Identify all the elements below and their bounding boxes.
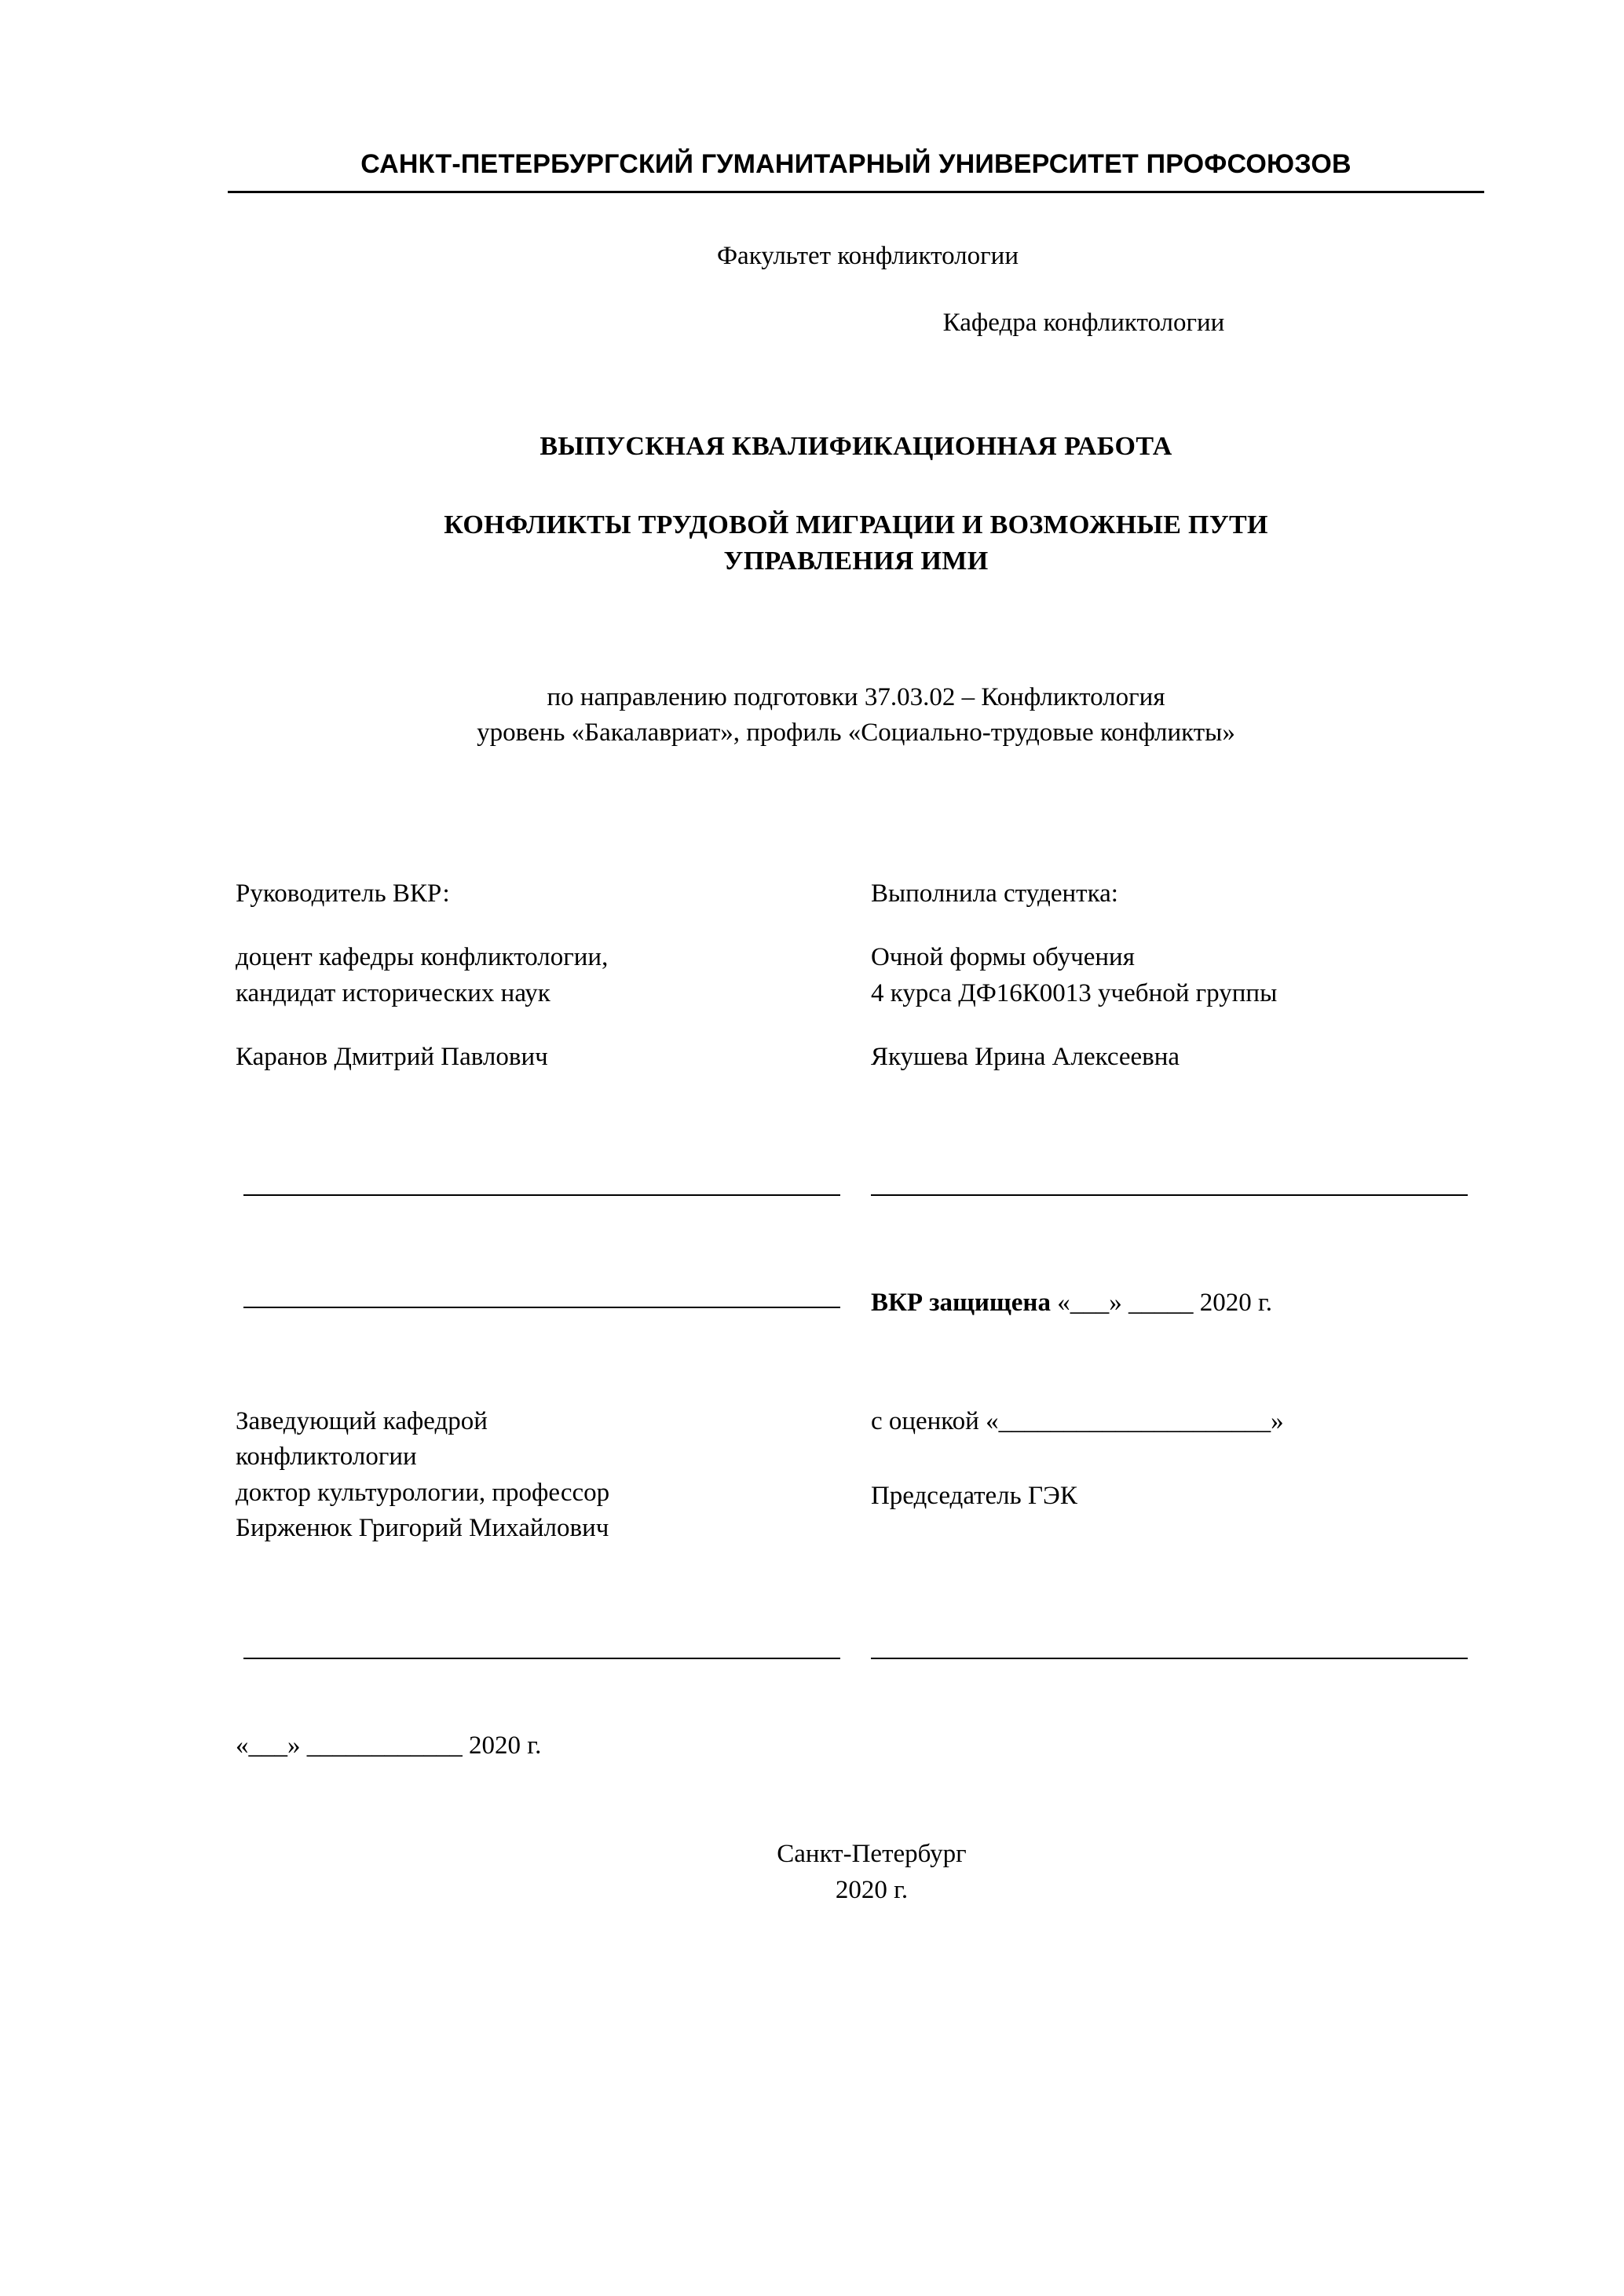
grade-line: с оценкой «_____________________» <box>870 1406 1284 1435</box>
head-signature-cell <box>228 1306 857 1318</box>
supervisor-signature-line <box>243 1194 840 1196</box>
supervisor-position-line-1: доцент кафедры конфликтологии, <box>236 943 609 972</box>
grade-block <box>857 1404 1484 1547</box>
signature-rules-row-3 <box>228 1657 1484 1659</box>
defense-date-label: ВКР защищена <box>870 1288 1051 1317</box>
defense-date-cell <box>857 1288 1484 1318</box>
student-signature-cell <box>857 1194 1484 1196</box>
thesis-title <box>228 507 1484 579</box>
head-line-4: Бирженюк Григорий Михайлович <box>236 1514 609 1543</box>
spacer <box>871 912 1484 940</box>
head-of-department-block <box>228 1404 857 1547</box>
department-name: Кафедра конфликтологии <box>942 309 1225 337</box>
student-label: Выполнила студентка: <box>870 879 1118 908</box>
head-signature-line-2 <box>243 1657 840 1659</box>
head-signature-cell-2 <box>228 1657 857 1659</box>
spacer <box>236 912 857 940</box>
student-form-line-2: 4 курса ДФ16К0013 учебной группы <box>870 978 1278 1007</box>
spacer <box>236 1011 857 1040</box>
thesis-title-line-2: УПРАВЛЕНИЯ ИМИ <box>723 546 989 576</box>
supervisor-signature-cell <box>228 1194 857 1196</box>
spacer <box>871 1011 1484 1040</box>
university-title: САНКТ-ПЕТЕРБУРГСКИЙ ГУМАНИТАРНЫЙ УНИВЕРСИТЕТ ПРОФСОЮЗОВ <box>228 149 1484 193</box>
spacer <box>871 1439 1484 1479</box>
signature-rules-row-1 <box>228 1194 1484 1196</box>
defense-date-blanks: «___» _____ 2020 г. <box>1057 1288 1273 1317</box>
student-block <box>857 876 1484 1076</box>
head-line-1: Заведующий кафедрой <box>236 1406 488 1435</box>
city-and-year <box>228 1836 1484 1908</box>
thesis-title-line-1: КОНФЛИКТЫ ТРУДОВОЙ МИГРАЦИИ И ВОЗМОЖНЫЕ ПУТИ <box>444 510 1268 539</box>
head-line-3: доктор культурологии, профессор <box>236 1478 610 1507</box>
year: 2020 г. <box>835 1875 909 1904</box>
chairman-label: Председатель ГЭК <box>870 1482 1077 1511</box>
defense-date-text <box>871 1289 1484 1318</box>
supervisor-name: Каранов Дмитрий Павлович <box>236 1043 548 1072</box>
faculty-name: Факультет конфликтологии <box>716 242 1019 270</box>
supervisor-block <box>228 876 857 1076</box>
head-and-grade-block <box>228 1404 1484 1547</box>
document-date: «___» ____________ 2020 г. <box>236 1731 542 1760</box>
supervisor-position-line-2: кандидат исторических наук <box>236 978 550 1007</box>
signature-rules-row-2 <box>228 1288 1484 1318</box>
head-line-2: конфликтологии <box>236 1442 417 1472</box>
credits-block <box>228 876 1484 1076</box>
supervisor-label: Руководитель ВКР: <box>236 879 450 908</box>
city-name: Санкт-Петербург <box>777 1839 967 1868</box>
work-type: ВЫПУСКНАЯ КВАЛИФИКАЦИОННАЯ РАБОТА <box>540 432 1172 461</box>
student-signature-line <box>871 1194 1468 1196</box>
document-content <box>228 149 1484 1908</box>
chairman-signature-cell <box>857 1657 1484 1659</box>
student-name: Якушева Ирина Алексеевна <box>870 1043 1180 1072</box>
head-signature-line <box>243 1306 840 1308</box>
study-direction <box>228 680 1484 751</box>
study-direction-line-1: по направлению подготовки 37.03.02 – Конфликтология <box>547 682 1165 711</box>
student-form-line-1: Очной формы обучения <box>870 943 1135 972</box>
chairman-signature-line <box>871 1657 1468 1659</box>
study-direction-line-2: уровень «Бакалавриат», профиль «Социально-трудовые конфликты» <box>477 718 1235 747</box>
